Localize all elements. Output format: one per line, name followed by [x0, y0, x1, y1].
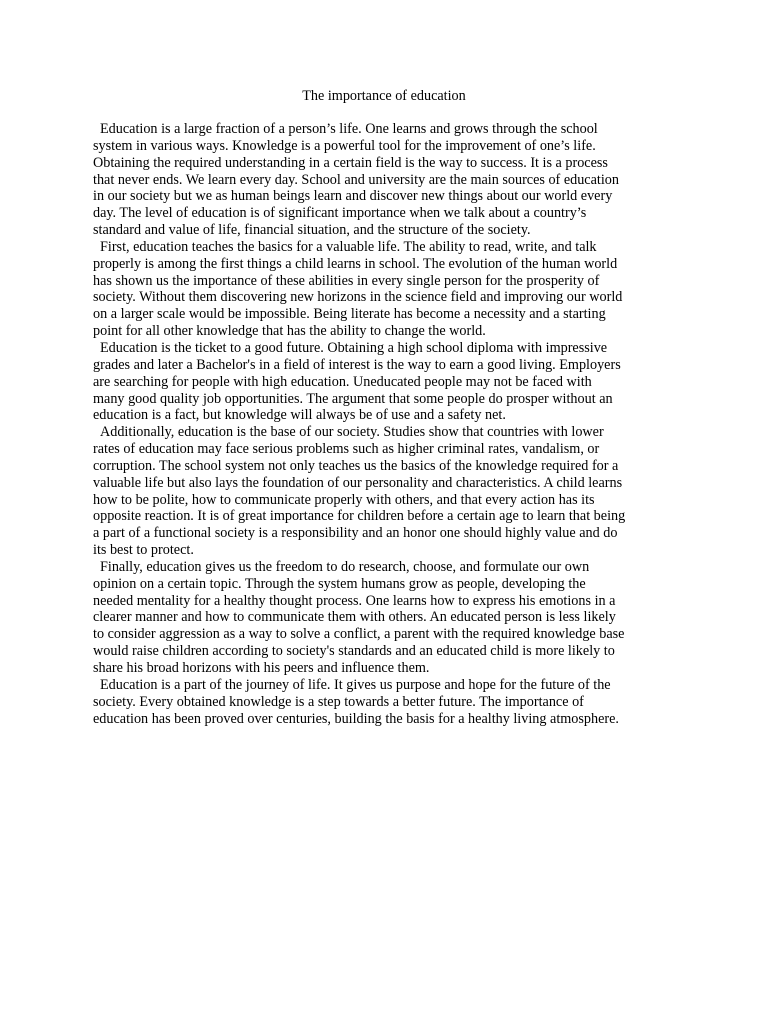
paragraph-line: grades and later a Bachelor's in a field of interest is the way to earn a good living. Employers: [93, 356, 621, 373]
paragraph-line: rates of education may face serious problems such as higher criminal rates, vandalism, or: [93, 441, 600, 458]
paragraph-line: education is a fact, but knowledge will always be of use and a safety net.: [93, 407, 506, 424]
paragraph-line: that never ends. We learn every day. School and university are the main sources of education: [93, 171, 619, 188]
document-body: [93, 121, 678, 727]
paragraph-line: society. Every obtained knowledge is a step towards a better future. The importance of: [93, 693, 584, 710]
paragraph-line: would raise children according to society's standards and an educated child is more likely to: [93, 643, 615, 660]
paragraph-line: valuable life but also lays the foundation of our personality and characteristics. A child learns: [93, 474, 623, 491]
paragraph-line: Education is a part of the journey of life. It gives us purpose and hope for the future of the: [100, 676, 611, 693]
paragraph-line: education has been proved over centuries, building the basis for a healthy living atmosphere.: [93, 710, 619, 727]
paragraph: [93, 424, 678, 559]
paragraph-line: Education is the ticket to a good future. Obtaining a high school diploma with impressive: [100, 339, 608, 356]
paragraph-line: how to be polite, how to communicate properly with others, and that every action has its: [93, 491, 595, 508]
paragraph-line: its best to protect.: [93, 542, 194, 559]
paragraph-line: to consider aggression as a way to solve a conflict, a parent with the required knowledge base: [93, 626, 625, 643]
paragraph-line: First, education teaches the basics for a valuable life. The ability to read, write, and talk: [100, 238, 597, 255]
paragraph-line: needed mentality for a healthy thought process. One learns how to express his emotions in a: [93, 592, 616, 609]
paragraph-line: share his broad horizons with his peers and influence them.: [93, 660, 430, 676]
paragraph: [93, 559, 678, 677]
paragraph-line: Additionally, education is the base of our society. Studies show that countries with lower: [100, 424, 604, 441]
paragraph-line: in our society but we as human beings learn and discover new things about our world every: [93, 188, 613, 205]
paragraph-line: clearer manner and how to communicate them with others. An educated person is less likely: [93, 609, 616, 626]
paragraph-line: properly is among the first things a child learns in school. The evolution of the human world: [93, 255, 618, 272]
paragraph-line: day. The level of education is of significant importance when we talk about a country’s: [93, 205, 587, 222]
paragraph: [93, 340, 678, 424]
paragraph: [93, 121, 678, 239]
document-title: The importance of education: [302, 88, 466, 104]
paragraph-line: standard and value of life, financial situation, and the structure of the society.: [93, 222, 531, 239]
paragraph: [93, 239, 678, 340]
paragraph-line: are searching for people with high education. Uneducated people may not be faced with: [93, 373, 592, 390]
paragraph-line: many good quality job opportunities. The argument that some people do prosper without an: [93, 390, 613, 407]
paragraph-line: Obtaining the required understanding in a certain field is the way to success. It is a process: [93, 154, 608, 171]
paragraph-line: opinion on a certain topic. Through the system humans grow as people, developing the: [93, 575, 586, 592]
paragraph-line: has shown us the importance of these abilities in every single person for the prosperity of: [93, 272, 600, 289]
paragraph-line: on a larger scale would be impossible. Being literate has become a necessity and a starting: [93, 306, 606, 323]
paragraph-line: point for all other knowledge that has the ability to change the world.: [93, 323, 486, 340]
paragraph-line: opposite reaction. It is of great importance for children before a certain age to learn that being: [93, 508, 626, 525]
paragraph-line: system in various ways. Knowledge is a powerful tool for the improvement of one’s life.: [93, 137, 596, 154]
paragraph-line: a part of a functional society is a responsibility and an honor one should highly value and do: [93, 525, 618, 542]
paragraph-line: Education is a large fraction of a person’s life. One learns and grows through the school: [100, 121, 598, 137]
paragraph-line: society. Without them discovering new horizons in the science field and improving our world: [93, 289, 623, 306]
paragraph-line: Finally, education gives us the freedom to do research, choose, and formulate our own: [100, 558, 590, 575]
paragraph: [93, 677, 678, 728]
paragraph-line: corruption. The school system not only teaches us the basics of the knowledge required for a: [93, 457, 619, 474]
